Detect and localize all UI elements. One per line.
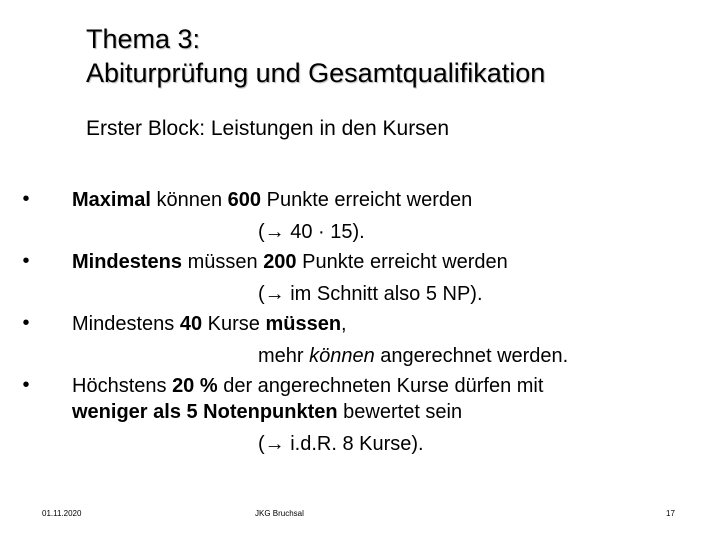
bullet-3-text-d: mehr (258, 345, 310, 367)
footer-date: 01.11.2020 (42, 509, 82, 518)
bullet-4-bold: 20 % (172, 375, 218, 397)
bullet-1-text-b: Punkte erreicht werden (261, 189, 473, 211)
bullet-4-line-3: (→ i.d.R. 8 Kurse). (258, 433, 424, 455)
bullet-2-bold: Mindestens (72, 251, 183, 273)
bullet-3-text-c: , (341, 313, 347, 335)
bullet-4-line-1 (72, 374, 543, 398)
bullet-1-line-2: (→ 40 · 15). (258, 221, 365, 243)
bullet-2-bold-2: 200 (263, 251, 297, 273)
bullet-4-bold-2: weniger als 5 Notenpunkten (72, 401, 338, 423)
bullet-3-italic: können (309, 345, 375, 367)
bullet-1-bold: Maximal (72, 189, 151, 211)
bullet-3-bold-2: müssen (265, 313, 342, 335)
bullet-3-text-a: Mindestens (72, 313, 180, 335)
bullet-2-text-a: müssen (182, 251, 264, 273)
bullet-1-text-a: können (150, 189, 228, 211)
footer-school: JKG Bruchsal (255, 509, 304, 518)
bullet-4-text-a: Höchstens (72, 375, 173, 397)
title-line-2: Abiturprüfung und Gesamtqualifikation (86, 58, 546, 88)
bullet-2-line-2: (→ im Schnitt also 5 NP). (258, 283, 483, 305)
slide-title (86, 22, 686, 90)
bullet-3-text-b: Kurse (202, 313, 266, 335)
bullet-1-bold-2: 600 (227, 189, 262, 211)
bullet-marker: • (22, 374, 30, 396)
bullet-marker: • (22, 250, 30, 272)
bullet-4-text-c: bewertet sein (337, 401, 463, 423)
bullet-3-line-1 (72, 312, 347, 336)
bullet-4-line-2 (72, 400, 462, 424)
bullet-3-bold: 40 (179, 313, 203, 335)
footer-page-number: 17 (666, 509, 675, 518)
bullet-marker: • (22, 312, 30, 334)
bullet-1-line-1 (72, 188, 472, 212)
bullet-3-text-e: angerechnet werden. (374, 345, 569, 367)
slide-subtitle: Erster Block: Leistungen in den Kursen (86, 117, 450, 140)
title-line-1: Thema 3: (86, 24, 201, 54)
bullet-marker: • (22, 188, 30, 210)
bullet-4-text-b: der angerechneten Kurse dürfen mit (217, 375, 544, 397)
bullet-2-text-b: Punkte erreicht werden (296, 251, 508, 273)
bullet-3-line-2 (258, 344, 568, 368)
bullet-2-line-1 (72, 250, 508, 274)
